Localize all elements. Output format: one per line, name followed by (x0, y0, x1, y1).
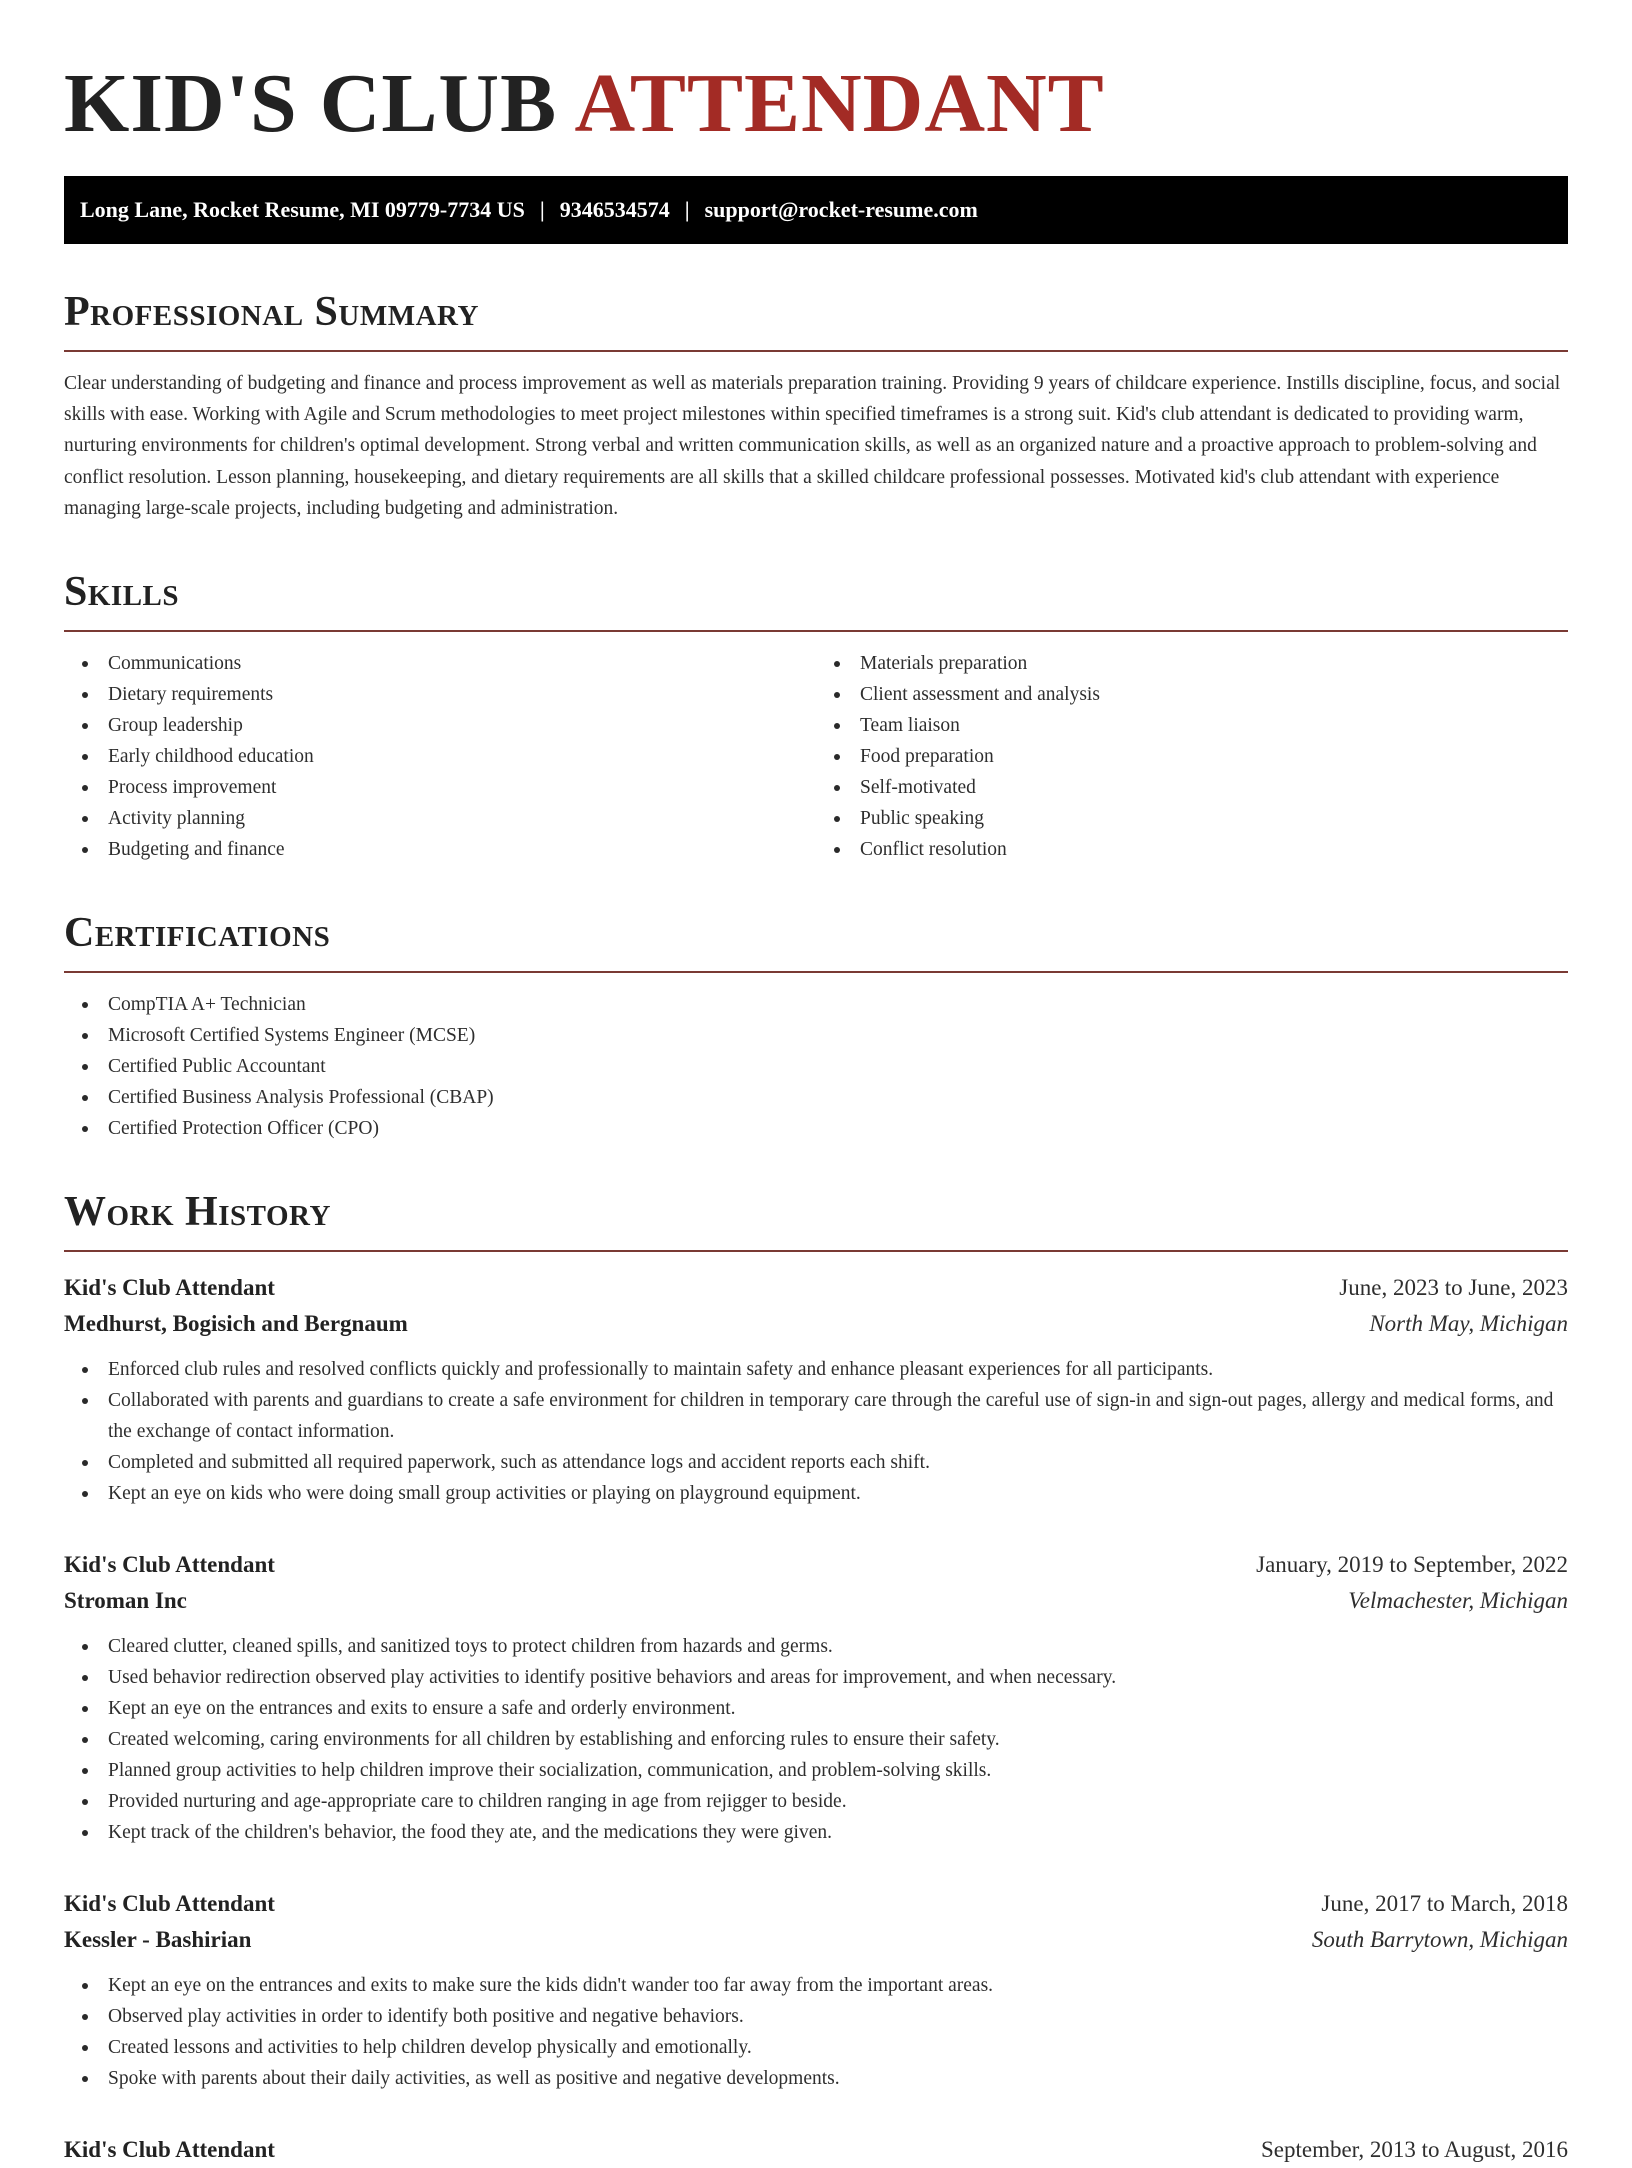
job-bullet: Completed and submitted all required paperwork, such as attendance logs and accident reports each shift. (108, 1447, 1568, 1478)
job-company: Medhurst, Bogisich and Bergnaum (64, 1311, 408, 1337)
work-history-section (64, 1188, 1568, 2168)
job-bullet: Provided nurturing and age-appropriate care to children ranging in age from rejigger to beside. (108, 1786, 1568, 1817)
job-bullet: Created welcoming, caring environments for all children by establishing and enforcing rules to ensure their safety. (108, 1724, 1568, 1755)
certification-item: Microsoft Certified Systems Engineer (MCSE) (108, 1020, 1568, 1051)
job-entry (64, 1270, 1568, 1509)
job-header-row (64, 2132, 1568, 2168)
job-bullet: Kept an eye on the entrances and exits to ensure a safe and orderly environment. (108, 1693, 1568, 1724)
section-title: Skills (64, 569, 180, 616)
job-bullets (64, 1631, 1568, 1848)
job-company-row (64, 1583, 1568, 1619)
job-title: Kid's Club Attendant (64, 2137, 275, 2163)
skill-item: Dietary requirements (108, 679, 816, 710)
certifications-section (64, 909, 1568, 1144)
contact-email: support@rocket-resume.com (704, 197, 978, 222)
certification-item: Certified Protection Officer (CPO) (108, 1113, 1568, 1144)
certification-item: CompTIA A+ Technician (108, 989, 1568, 1020)
job-header-row (64, 1547, 1568, 1583)
job-bullet: Used behavior redirection observed play activities to identify positive behaviors and areas for improvement, and when necessary. (108, 1662, 1568, 1693)
contact-address: Long Lane, Rocket Resume, MI 09779-7734 US (80, 197, 525, 222)
skill-item: Conflict resolution (860, 834, 1568, 865)
skill-item: Food preparation (860, 741, 1568, 772)
job-entry (64, 1547, 1568, 1848)
job-entry (64, 2132, 1568, 2168)
section-title: Work History (64, 1189, 331, 1236)
job-bullet: Kept an eye on the entrances and exits to make sure the kids didn't wander too far away from the important areas. (108, 1970, 1568, 2001)
certification-item: Certified Business Analysis Professional (CBAP) (108, 1082, 1568, 1113)
skill-item: Self-motivated (860, 772, 1568, 803)
job-dates: June, 2017 to March, 2018 (1321, 1891, 1568, 1917)
skill-item: Early childhood education (108, 741, 816, 772)
skill-item: Communications (108, 648, 816, 679)
section-title: Certifications (64, 910, 331, 957)
job-bullet: Created lessons and activities to help children develop physically and emotionally. (108, 2032, 1568, 2063)
skill-item: Client assessment and analysis (860, 679, 1568, 710)
job-company: Kessler - Bashirian (64, 1927, 252, 1953)
contact-separator: | (539, 197, 545, 222)
job-title: Kid's Club Attendant (64, 1275, 275, 1301)
job-bullet: Observed play activities in order to identify both positive and negative behaviors. (108, 2001, 1568, 2032)
job-dates: September, 2013 to August, 2016 (1260, 2137, 1568, 2163)
summary-text: Clear understanding of budgeting and finance and process improvement as well as materials preparation training. Providing 9 years of childcare experience. Instills discipline, focus, and social skills with ease. Working with Agile and Scrum methodologies to meet project milestones within specified timeframes is a strong suit. Kid's club attendant is dedicated to providing warm, nurturing environments for children's optimal development. Strong verbal and written communication skills, as well as an organized nature and a proactive approach to problem-solving and conflict resolution. Lesson planning, housekeeping, and dietary requirements are all skills that a skilled childcare professional possesses. Motivated kid's club attendant with experience managing large-scale projects, including budgeting and administration. (64, 373, 1561, 519)
job-location: South Barrytown, Michigan (1311, 1927, 1568, 1953)
skill-item: Team liaison (860, 710, 1568, 741)
job-bullet: Kept track of the children's behavior, the food they ate, and the medications they were given. (108, 1817, 1568, 1848)
job-dates: January, 2019 to September, 2022 (1256, 1552, 1568, 1578)
job-bullets (64, 1354, 1568, 1509)
job-header-row (64, 1270, 1568, 1306)
section-title: Professional Summary (64, 289, 479, 335)
job-bullets (64, 1970, 1568, 2094)
job-location: Velmachester, Michigan (1348, 1588, 1568, 1614)
job-bullet: Spoke with parents about their daily activities, as well as positive and negative developments. (108, 2063, 1568, 2094)
skill-item: Public speaking (860, 803, 1568, 834)
certifications-list (64, 989, 1568, 1144)
job-dates: June, 2023 to June, 2023 (1339, 1275, 1568, 1301)
name-last: ATTENDANT (574, 57, 1105, 150)
contact-phone: 9346534574 (559, 197, 670, 222)
job-company-row (64, 1306, 1568, 1342)
job-bullet: Cleared clutter, cleaned spills, and sanitized toys to protect children from hazards and germs. (108, 1631, 1568, 1662)
job-header-row (64, 1886, 1568, 1922)
skill-item: Activity planning (108, 803, 816, 834)
certification-item: Certified Public Accountant (108, 1051, 1568, 1082)
skill-item: Budgeting and finance (108, 834, 816, 865)
section-divider (64, 971, 1568, 973)
section-divider (64, 1250, 1568, 1252)
section-divider (64, 350, 1568, 352)
job-location: North May, Michigan (1369, 1311, 1568, 1337)
job-bullet: Planned group activities to help children improve their socialization, communication, and problem-solving skills. (108, 1755, 1568, 1786)
contact-separator: | (684, 197, 690, 222)
job-bullet: Collaborated with parents and guardians to create a safe environment for children in temporary care through the careful use of sign-in and sign-out pages, allergy and medical forms, and the exchange of contact information. (108, 1385, 1568, 1447)
job-company: Stroman Inc (64, 1588, 187, 1614)
job-title: Kid's Club Attendant (64, 1552, 275, 1578)
job-company-row (64, 1922, 1568, 1958)
contact-bar (64, 176, 1568, 244)
skill-item: Group leadership (108, 710, 816, 741)
job-bullet: Enforced club rules and resolved conflicts quickly and professionally to maintain safety and enhance pleasant experiences for all participants. (108, 1354, 1568, 1385)
skills-list-left (64, 648, 816, 865)
skill-item: Process improvement (108, 772, 816, 803)
job-bullet: Kept an eye on kids who were doing small group activities or playing on playground equipment. (108, 1478, 1568, 1509)
job-entry (64, 1886, 1568, 2094)
resume-name (64, 0, 1568, 154)
name-first: KID'S CLUB (64, 57, 558, 150)
skills-list-right (816, 648, 1568, 865)
job-title: Kid's Club Attendant (64, 1891, 275, 1917)
skills-grid (64, 632, 1568, 865)
summary-section (64, 288, 1568, 524)
skills-section (64, 568, 1568, 865)
skill-item: Materials preparation (860, 648, 1568, 679)
